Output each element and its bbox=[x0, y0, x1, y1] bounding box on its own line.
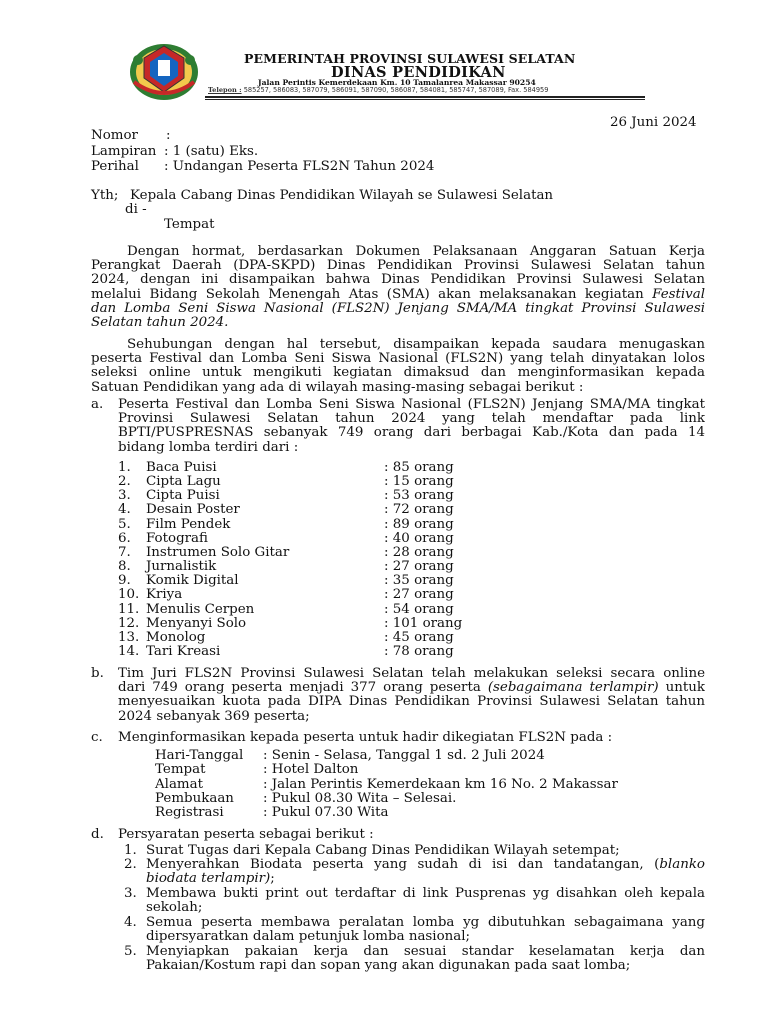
competition-number: 1. bbox=[118, 460, 131, 475]
lampiran-value: : 1 (satu) Eks. bbox=[164, 144, 259, 159]
req-2-text bbox=[146, 858, 705, 886]
item-a-marker: a. bbox=[91, 397, 104, 412]
competition-number: 10. bbox=[118, 587, 140, 603]
paragraph-opening bbox=[91, 245, 705, 330]
paragraph-line: sekolah; bbox=[146, 901, 203, 916]
paragraph-line: Menyiapkan pakaian kerja dan sesuai standar keselamatan kerja dan bbox=[146, 945, 705, 959]
competition-number: 7. bbox=[118, 544, 131, 560]
paragraph-line: Selatan tahun 2024. bbox=[91, 315, 229, 330]
paragraph-line: 2024, dengan ini disampaikan bahwa Dinas Pendidikan Provinsi Sulawesi Selatan bbox=[91, 273, 705, 288]
paragraph-line: Peserta Festival dan Lomba Seni Siswa Nasional (FLS2N) Jenjang SMA/MA tingkat bbox=[118, 398, 705, 412]
item-b-text bbox=[118, 667, 705, 724]
competition-count: : 78 orang bbox=[384, 643, 454, 659]
paragraph-line: bidang lomba terdiri dari : bbox=[118, 440, 299, 455]
competition-number: 3. bbox=[118, 488, 131, 504]
header-phone-label: Telepon : bbox=[208, 86, 242, 94]
competition-name: Monolog bbox=[146, 629, 206, 645]
paragraph-line: melalui Bidang Sekolah Menengah Atas (SMA) akan melaksanakan kegiatan Festival bbox=[91, 287, 705, 302]
item-c-intro: Menginformasikan kepada peserta untuk hadir dikegiatan FLS2N pada : bbox=[118, 730, 613, 745]
recipient-di: di - bbox=[125, 202, 147, 217]
competition-count: : 35 orang bbox=[384, 573, 454, 589]
competition-number: 9. bbox=[118, 573, 131, 589]
paragraph-line: biodata terlampir); bbox=[146, 872, 275, 887]
competition-count: : 101 orang bbox=[384, 615, 463, 631]
nomor-value: : bbox=[166, 128, 171, 143]
competition-count: : 40 orang bbox=[384, 530, 454, 546]
event-detail-value: : Pukul 07.30 Wita bbox=[263, 805, 389, 821]
paragraph-line: seleksi online untuk mengikuti kegiatan dimaksud dan menginformasikan kepada bbox=[91, 366, 705, 381]
paragraph-line: Tim Juri FLS2N Provinsi Sulawesi Selatan telah melakukan seleksi secara online bbox=[118, 667, 705, 681]
competition-name: Cipta Lagu bbox=[146, 474, 221, 490]
paragraph-line: peserta Festival dan Lomba Seni Siswa Nasional (FLS2N) yang telah dinyatakan lolos bbox=[91, 352, 705, 367]
province-emblem-icon bbox=[126, 38, 202, 102]
header-rule-thick bbox=[205, 96, 645, 98]
paragraph-line: dari 749 orang peserta menjadi 377 orang peserta (sebagaimana terlampir) untuk bbox=[118, 681, 705, 696]
paragraph-line: Sehubungan dengan hal tersebut, disampaikan kepada saudara menugaskan bbox=[127, 338, 705, 352]
req-2-number: 2. bbox=[124, 857, 137, 872]
item-d-marker: d. bbox=[91, 827, 104, 842]
event-detail-label: Alamat bbox=[155, 776, 203, 792]
competition-count: : 72 orang bbox=[384, 502, 454, 518]
paragraph-line: BPTI/PUSPRESNAS sebanyak 749 orang dari berbagai Kab./Kota dan pada 14 bbox=[118, 426, 705, 441]
nomor-label: Nomor bbox=[91, 128, 138, 143]
competition-name: Desain Poster bbox=[146, 502, 240, 518]
competition-name: Komik Digital bbox=[146, 573, 239, 589]
paragraph-line: Membawa bukti print out terdaftar di link Pusprenas yg disahkan oleh kepala bbox=[146, 887, 705, 901]
req-1-text: Surat Tugas dari Kepala Cabang Dinas Pendidikan Wilayah setempat; bbox=[146, 843, 620, 858]
perihal-value: : Undangan Peserta FLS2N Tahun 2024 bbox=[164, 159, 435, 174]
competition-name: Menulis Cerpen bbox=[146, 601, 255, 617]
competition-name: Instrumen Solo Gitar bbox=[146, 544, 290, 560]
lampiran-label: Lampiran bbox=[91, 144, 157, 159]
recipient-name: Kepala Cabang Dinas Pendidikan Wilayah se Sulawesi Selatan bbox=[130, 188, 554, 203]
competition-number: 13. bbox=[118, 629, 140, 645]
item-b-marker: b. bbox=[91, 666, 104, 681]
paragraph-line: Provinsi Sulawesi Selatan tahun 2024 yang telah mendaftar pada link bbox=[118, 412, 705, 427]
header-phone bbox=[208, 86, 548, 94]
paragraph-line: Pakaian/Kostum rapi dan sopan yang akan digunakan pada saat lomba; bbox=[146, 959, 631, 974]
competition-count: : 15 orang bbox=[384, 474, 454, 490]
competition-count: : 53 orang bbox=[384, 488, 454, 504]
competition-name: Baca Puisi bbox=[146, 460, 217, 475]
header-government: PEMERINTAH PROVINSI SULAWESI SELATAN bbox=[244, 51, 576, 66]
event-detail-value: : Jalan Perintis Kemerdekaan km 16 No. 2 Makassar bbox=[263, 776, 618, 792]
recipient-yth: Yth; bbox=[91, 188, 119, 203]
competition-name: Fotografi bbox=[146, 530, 208, 546]
event-detail-label: Pembukaan bbox=[155, 790, 234, 806]
req-1-number: 1. bbox=[124, 843, 137, 858]
competition-count: : 85 orang bbox=[384, 460, 454, 475]
competition-number: 14. bbox=[118, 643, 140, 659]
competition-number: 12. bbox=[118, 615, 140, 631]
event-detail-value: : Pukul 08.30 Wita – Selesai. bbox=[263, 790, 457, 806]
competition-name: Cipta Puisi bbox=[146, 488, 220, 504]
competition-name: Kriya bbox=[146, 587, 183, 603]
req-3-number: 3. bbox=[124, 886, 137, 901]
req-5-text bbox=[146, 945, 705, 973]
paragraph-line: menyesuaikan kuota pada DIPA Dinas Pendidikan Provinsi Sulawesi Selatan tahun bbox=[118, 695, 705, 710]
competition-number: 8. bbox=[118, 559, 131, 575]
competition-number: 2. bbox=[118, 474, 131, 490]
header-rule-thin bbox=[205, 99, 645, 100]
event-detail-value: : Senin - Selasa, Tanggal 1 sd. 2 Juli 2024 bbox=[263, 748, 545, 763]
italic-festival: Festival bbox=[652, 287, 705, 302]
paragraph-line: Semua peserta membawa peralatan lomba yg dibutuhkan sebagaimana yang bbox=[146, 916, 705, 930]
competition-number: 5. bbox=[118, 516, 131, 532]
competition-name: Tari Kreasi bbox=[146, 643, 221, 659]
paragraph-instruction bbox=[91, 338, 705, 395]
competition-count: : 54 orang bbox=[384, 601, 454, 617]
competition-name: Jurnalistik bbox=[146, 559, 217, 575]
event-detail-label: Hari-Tanggal bbox=[155, 748, 244, 763]
event-detail-label: Tempat bbox=[155, 762, 206, 778]
paragraph-line: Menyerahkan Biodata peserta yang sudah di isi dan tandatangan, (blanko bbox=[146, 858, 705, 872]
paragraph-line: 2024 sebanyak 369 peserta; bbox=[118, 709, 310, 724]
competition-count: : 28 orang bbox=[384, 544, 454, 560]
letter-date: 26 Juni 2024 bbox=[610, 115, 697, 130]
paragraph-line: Perangkat Daerah (DPA-SKPD) Dinas Pendidikan Provinsi Sulawesi Selatan tahun bbox=[91, 259, 705, 274]
perihal-label: Perihal bbox=[91, 159, 139, 174]
paragraph-line: Satuan Pendidikan yang ada di wilayah masing-masing sebagai berikut : bbox=[91, 380, 584, 395]
item-d-intro: Persyaratan peserta sebagai berikut : bbox=[118, 827, 374, 842]
competition-name: Menyanyi Solo bbox=[146, 615, 247, 631]
competition-number: 6. bbox=[118, 530, 131, 546]
paragraph-line: dan Lomba Seni Siswa Nasional (FLS2N) Jenjang SMA/MA tingkat Provinsi Sulawesi bbox=[91, 301, 705, 316]
req-5-number: 5. bbox=[124, 944, 137, 959]
paragraph-line: Dengan hormat, berdasarkan Dokumen Pelaksanaan Anggaran Satuan Kerja bbox=[127, 245, 705, 259]
item-a-text bbox=[118, 398, 705, 455]
header-address: Jalan Perintis Kemerdekaan Km. 10 Tamalanrea Makassar 90254 bbox=[258, 78, 536, 87]
req-4-text bbox=[146, 916, 705, 944]
competition-count: : 27 orang bbox=[384, 587, 454, 603]
event-detail-value: : Hotel Dalton bbox=[263, 762, 359, 778]
event-detail-label: Registrasi bbox=[155, 805, 224, 821]
req-3-text bbox=[146, 887, 705, 915]
competition-number: 4. bbox=[118, 502, 131, 518]
paragraph-line: dipersyaratkan dalam petunjuk lomba nasional; bbox=[146, 930, 471, 945]
item-c-marker: c. bbox=[91, 730, 103, 745]
header-agency: DINAS PENDIDIKAN bbox=[331, 64, 506, 81]
competition-count: : 27 orang bbox=[384, 559, 454, 575]
header-phone-numbers: 585257, 586083, 587079, 586091, 587090, 586087, 584081, 585747, 587089, Fax. 584959 bbox=[243, 86, 549, 94]
req-4-number: 4. bbox=[124, 915, 137, 930]
recipient-tempat: Tempat bbox=[164, 217, 215, 232]
competition-count: : 45 orang bbox=[384, 629, 454, 645]
competition-count: : 89 orang bbox=[384, 516, 454, 532]
competition-number: 11. bbox=[118, 601, 140, 617]
competition-name: Film Pendek bbox=[146, 516, 231, 532]
